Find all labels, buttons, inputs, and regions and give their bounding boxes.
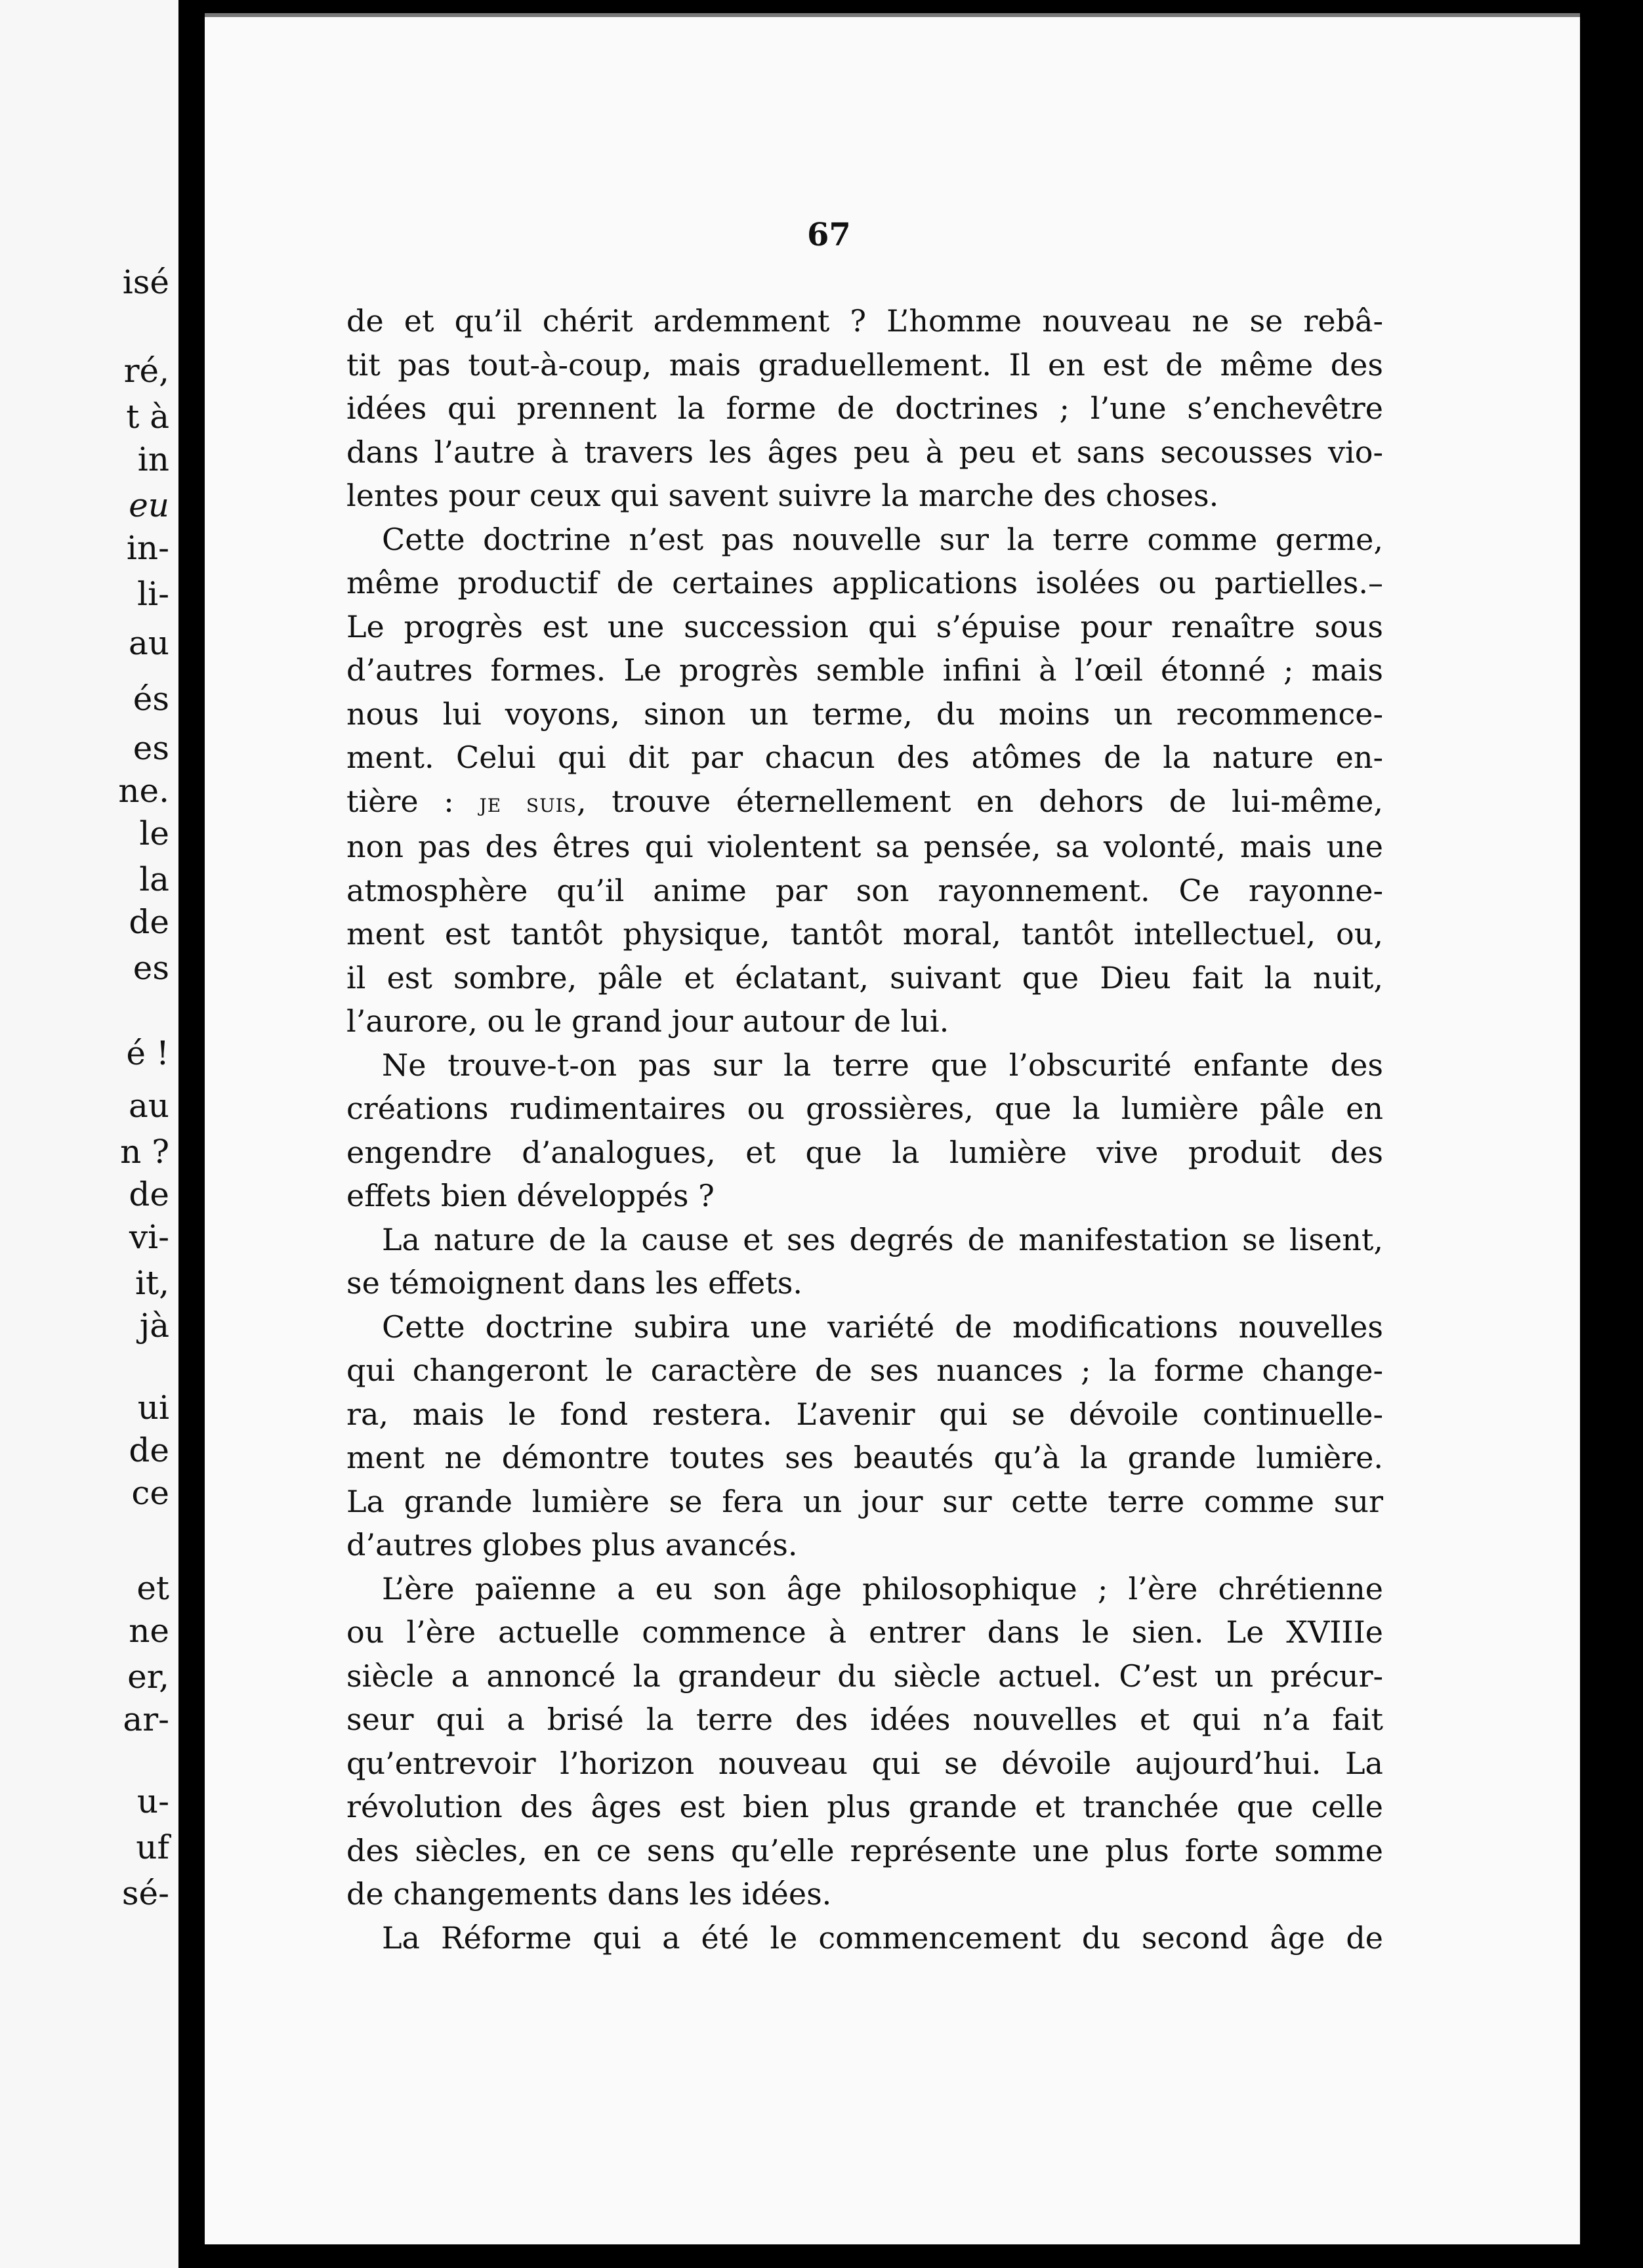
left-page-fragment: ar-	[123, 1700, 169, 1738]
text-run: tière :	[346, 783, 480, 819]
text-line: Ne trouve-t-on pas sur la terre que l’obscurité enfante des	[382, 1047, 1383, 1083]
text-line-mixed	[346, 780, 1383, 826]
text-line: ment. Celui qui dit par chacun des atômes de la nature en-	[346, 740, 1383, 775]
text-line: d’autres formes. Le progrès semble infini à l’œil étonné ; mais	[346, 652, 1383, 688]
paragraph	[346, 1043, 1383, 1218]
text-line: La Réforme qui a été le commencement du second âge de	[382, 1920, 1383, 1956]
text-line: qui changeront le caractère de ses nuances ; la forme change-	[346, 1353, 1383, 1388]
left-page-fragment: er,	[127, 1658, 169, 1696]
left-page-fragment: é !	[126, 1034, 169, 1072]
left-page-fragment: de	[129, 903, 169, 941]
left-page-fragment: in	[137, 440, 169, 478]
page-number: 67	[807, 217, 851, 253]
paragraph	[346, 1916, 1383, 1960]
text-line: d’autres globes plus avancés.	[346, 1527, 798, 1563]
left-facing-page	[0, 0, 178, 2268]
left-page-fragment: ne	[129, 1612, 169, 1650]
left-page-fragment: ne.	[118, 772, 169, 810]
left-page-fragment: t à	[126, 398, 169, 436]
left-page-fragment: ce	[131, 1474, 169, 1512]
text-line: ra, mais le fond restera. L’avenir qui se dévoile continuelle-	[346, 1396, 1383, 1432]
text-line: créations rudimentaires ou grossières, que la lumière pâle en	[346, 1091, 1383, 1126]
text-line: La nature de la cause et ses degrés de manifestation se lisent,	[382, 1221, 1383, 1257]
text-line: ment ne démontre toutes ses beautés qu’à la grande lumière.	[346, 1440, 1383, 1475]
text-line: non pas des êtres qui violentent sa pensée, sa volonté, mais une	[346, 829, 1383, 864]
left-page-fragment: le	[139, 814, 169, 852]
text-line: Cette doctrine subira une variété de modifications nouvelles	[382, 1309, 1383, 1345]
text-line: révolution des âges est bien plus grande et tranchée que celle	[346, 1789, 1383, 1824]
paragraph	[346, 1567, 1383, 1916]
left-page-fragment: la	[139, 860, 169, 898]
text-line: lentes pour ceux qui savent suivre la marche des choses.	[346, 478, 1219, 513]
paragraph	[346, 518, 1383, 1043]
text-line: atmosphère qu’il anime par son rayonnement. Ce rayonne-	[346, 872, 1383, 908]
book-gutter	[178, 0, 205, 2268]
text-line: siècle a annoncé la grandeur du siècle actuel. C’est un précur-	[346, 1658, 1383, 1694]
paragraph	[346, 1305, 1383, 1567]
text-run: , trouve éternellement en dehors de lui-même,	[576, 783, 1384, 819]
text-line: des siècles, en ce sens qu’elle représente une plus forte somme	[346, 1832, 1383, 1868]
paragraph	[346, 299, 1383, 518]
text-line: même productif de certaines applications isolées ou partielles.–	[346, 565, 1383, 600]
text-line: engendre d’analogues, et que la lumière vive produit des	[346, 1134, 1383, 1170]
left-page-fragment: és	[133, 680, 169, 718]
left-page-fragment: sé-	[121, 1874, 169, 1912]
text-line: seur qui a brisé la terre des idées nouvelles et qui n’a fait	[346, 1702, 1383, 1737]
left-page-fragment: isé	[122, 263, 169, 301]
text-line: ou l’ère actuelle commence à entrer dans le sien. Le XVIIIe	[346, 1614, 1383, 1650]
left-page-fragment: uf	[136, 1828, 169, 1866]
text-line: qu’entrevoir l’horizon nouveau qui se dévoile aujourd’hui. La	[346, 1745, 1383, 1781]
left-page-fragment: de	[129, 1431, 169, 1469]
text-line: de et qu’il chérit ardemment ? L’homme nouveau ne se rebâ-	[346, 303, 1383, 339]
page-top-edge	[205, 13, 1580, 17]
left-page-fragment: u-	[136, 1782, 169, 1820]
text-line: La grande lumière se fera un jour sur cette terre comme sur	[346, 1483, 1383, 1519]
left-page-text-fragments	[18, 0, 169, 2268]
left-page-fragment: ui	[137, 1389, 169, 1427]
left-page-fragment: jà	[139, 1307, 169, 1345]
small-caps-run: je suis	[479, 788, 577, 818]
text-line: l’aurore, ou le grand jour autour de lui.	[346, 1003, 949, 1039]
left-page-fragment: es	[133, 949, 169, 987]
left-page-fragment: de	[129, 1175, 169, 1213]
text-line: se témoignent dans les effets.	[346, 1265, 802, 1301]
text-line: ment est tantôt physique, tantôt moral, tantôt intellectuel, ou,	[346, 916, 1383, 952]
text-line: de changements dans les idées.	[346, 1876, 832, 1912]
text-line: idées qui prennent la forme de doctrines ; l’une s’enchevêtre	[346, 390, 1383, 426]
paragraph	[346, 1218, 1383, 1305]
text-line: tit pas tout-à-coup, mais graduellement. Il en est de même des	[346, 346, 1383, 383]
left-page-fragment: ré,	[123, 352, 169, 390]
text-line: il est sombre, pâle et éclatant, suivant que Dieu fait la nuit,	[346, 959, 1383, 996]
left-page-fragment: et	[136, 1569, 169, 1607]
scan-right-border	[1580, 0, 1643, 2268]
left-page-fragment: it,	[135, 1264, 169, 1302]
left-page-fragment: in-	[126, 529, 169, 567]
body-text	[346, 299, 1383, 1960]
left-page-fragment: n ?	[120, 1133, 169, 1171]
left-page-fragment: eu	[129, 486, 169, 524]
left-page-fragment: au	[128, 624, 169, 662]
left-page-fragment: vi-	[129, 1218, 169, 1256]
text-line: Le progrès est une succession qui s’épuise pour renaître sous	[346, 608, 1383, 644]
left-page-fragment: li-	[137, 575, 169, 613]
left-page-fragment: es	[133, 729, 169, 767]
left-page-fragment: au	[128, 1087, 169, 1125]
text-line: effets bien développés ?	[346, 1178, 715, 1213]
text-line: Cette doctrine n’est pas nouvelle sur la terre comme germe,	[382, 521, 1383, 557]
text-line: dans l’autre à travers les âges peu à peu et sans secousses vio-	[346, 434, 1383, 470]
text-line: nous lui voyons, sinon un terme, du moins un recommence-	[346, 696, 1383, 732]
text-line: L’ère païenne a eu son âge philosophique ; l’ère chrétienne	[382, 1570, 1383, 1606]
